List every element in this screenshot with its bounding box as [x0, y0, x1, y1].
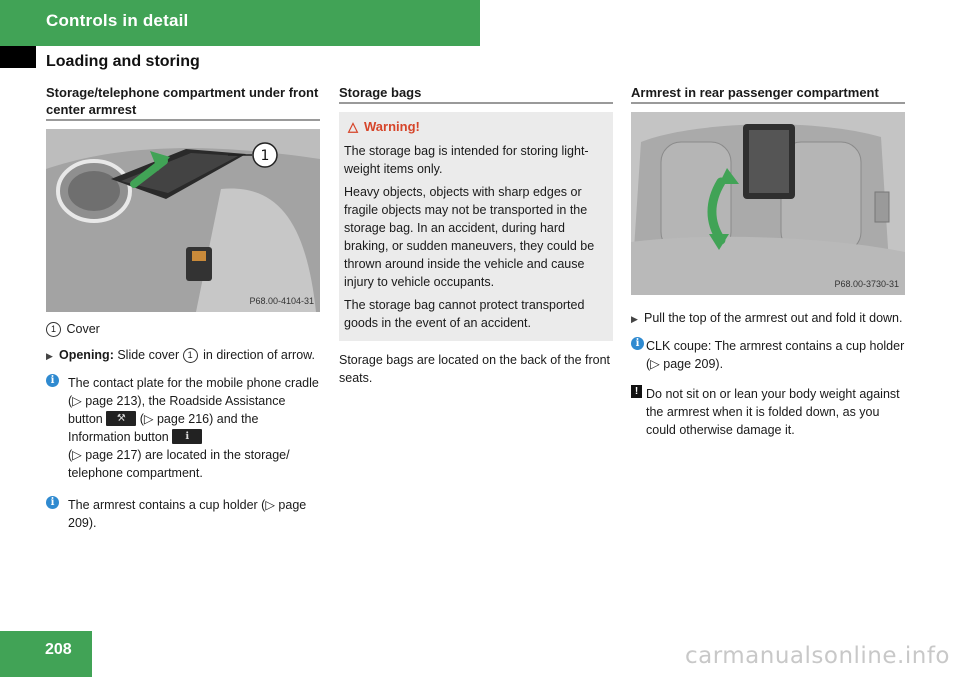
- armrest-compartment-photo: [46, 129, 320, 312]
- information-button-icon: ℹ: [172, 429, 202, 444]
- watermark: carmanualsonline.info: [684, 643, 950, 669]
- column-rear-armrest: [631, 84, 905, 447]
- section-marker: [0, 46, 36, 68]
- callout-number: 1: [260, 148, 270, 164]
- info-note-clk: [631, 337, 905, 373]
- step-text: Pull the top of the armrest out and fold it down.: [644, 311, 903, 325]
- armrest-step: [631, 309, 905, 327]
- info-note-cup-holder: [46, 496, 320, 532]
- warning-title-text: Warning!: [364, 119, 420, 134]
- info-text: The armrest contains a cup holder (: [68, 498, 266, 512]
- storage-bags-body: Storage bags are located on the back of the front seats.: [339, 353, 611, 385]
- step-arrow-icon: ▶: [631, 314, 638, 324]
- info-ref-text: page 213), the Roadside Assistance button: [68, 394, 286, 426]
- legend-number: 1: [46, 322, 61, 337]
- rear-armrest-heading: Armrest in rear passenger compartment: [631, 84, 905, 104]
- info-ref-text: page 209).: [663, 357, 724, 371]
- exclamation-icon: !: [631, 385, 642, 398]
- opening-text: Slide cover: [113, 348, 183, 362]
- info-icon: i: [631, 337, 644, 350]
- warning-paragraph: Heavy objects, objects with sharp edges or fragile objects may not be transported in the storage bag. In an accident, during hard braking, or sudden maneuvers, they could be thrown around inside the vehicle and cause injury to vehicle occupants.: [344, 185, 595, 289]
- storage-compartment-heading: Storage/telephone compartment under front center armrest: [46, 84, 320, 121]
- info-ref-text-3: page 217) are located in the storage/ telephone compartment.: [68, 448, 290, 480]
- section-title: Loading and storing: [46, 53, 200, 70]
- info-note-contact-plate: [46, 374, 320, 482]
- info-ref-text: page 209).: [68, 498, 307, 530]
- opening-label: Opening:: [59, 348, 114, 362]
- notice-damage: [631, 385, 905, 439]
- step-arrow-icon: ▶: [46, 351, 53, 361]
- notice-text: Do not sit on or lean your body weight against the armrest when it is folded down, as you could otherwise damage it.: [646, 387, 900, 437]
- legend-text: Cover: [66, 322, 100, 336]
- page-ref-arrow-icon: ▷: [143, 412, 157, 426]
- warning-title: [348, 118, 607, 136]
- legend-item: [46, 320, 320, 338]
- page-ref-arrow-icon: ▷: [72, 394, 86, 408]
- warning-paragraph: The storage bag cannot protect transported goods in the event of an accident.: [344, 298, 585, 330]
- info-icon: i: [46, 374, 59, 387]
- image-code: P68.00-3730-31: [834, 279, 899, 289]
- page-ref-arrow-icon: ▷: [72, 448, 86, 462]
- column-storage-compartment: [46, 84, 320, 540]
- page-number: 208: [45, 641, 72, 658]
- column-storage-bags: [339, 84, 613, 395]
- page-ref-arrow-icon: ▷: [265, 498, 279, 512]
- info-text-c: (: [68, 448, 73, 462]
- info-ref-text-2: page 216) and the Information button: [68, 412, 259, 444]
- info-text: CLK coupe: The armrest contains a cup holder (: [646, 339, 905, 371]
- info-text: The contact plate for the mobile phone cradle (: [68, 376, 319, 408]
- chapter-title: Controls in detail: [46, 11, 189, 30]
- info-icon: i: [46, 496, 59, 509]
- warning-box: [339, 112, 613, 341]
- warning-paragraph: The storage bag is intended for storing light-weight items only.: [344, 144, 589, 176]
- opening-cover-number: 1: [183, 348, 198, 363]
- storage-bags-heading: Storage bags: [339, 84, 613, 104]
- rear-seat-armrest-photo: [631, 112, 905, 295]
- opening-text-end: in direction of arrow.: [199, 348, 315, 362]
- opening-step: [46, 346, 320, 364]
- warning-triangle-icon: △: [348, 119, 358, 134]
- roadside-assistance-button-icon: ⚒: [106, 411, 136, 426]
- image-code: P68.00-4104-31: [249, 296, 314, 306]
- info-text-b: (: [136, 412, 144, 426]
- page-ref-arrow-icon: ▷: [650, 357, 664, 371]
